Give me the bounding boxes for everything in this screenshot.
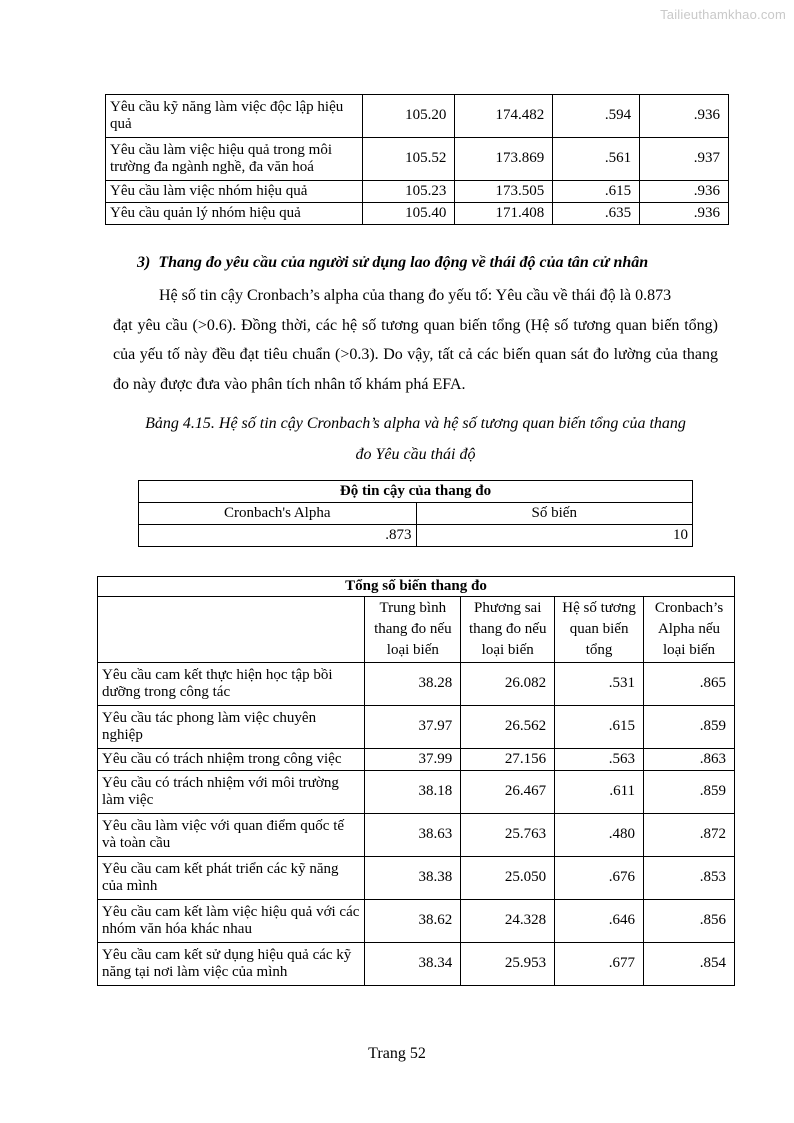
item-total-corr-cell: .561: [553, 138, 640, 181]
table-row: [106, 203, 729, 225]
scale-mean-cell: 105.52: [363, 138, 455, 181]
table-title-row: [98, 577, 735, 597]
column-header: Phương sai thang đo nếu loại biến: [461, 597, 555, 663]
alpha-if-deleted-cell: .872: [644, 814, 735, 857]
scale-variance-cell: 25.050: [461, 857, 555, 900]
caption-line-1: Bảng 4.15. Hệ số tin cậy Cronbach’s alpha và hệ số tương quan biến tổng của thang: [145, 415, 686, 432]
alpha-if-deleted-cell: .854: [644, 943, 735, 986]
alpha-if-deleted-cell: .863: [644, 749, 735, 771]
alpha-if-deleted-cell: .937: [640, 138, 729, 181]
column-header: Trung bình thang đo nếu loại biến: [365, 597, 461, 663]
row-label: Yêu cầu làm việc nhóm hiệu quả: [106, 181, 363, 203]
table-row: [139, 525, 693, 547]
row-label: Yêu cầu kỹ năng làm việc độc lập hiệu quả: [106, 95, 363, 138]
reliability-title: Độ tin cậy của thang đo: [139, 481, 693, 503]
item-total-corr-cell: .594: [553, 95, 640, 138]
scale-mean-cell: 38.62: [365, 900, 461, 943]
row-label: Yêu cầu có trách nhiệm với môi trường làm việc: [98, 771, 365, 814]
scale-variance-cell: 171.408: [455, 203, 553, 225]
page-number: Trang 52: [368, 1045, 426, 1062]
reliability-table: [138, 480, 693, 547]
table-row: [98, 749, 735, 771]
top-continuation-table: [105, 94, 729, 225]
alpha-if-deleted-cell: .853: [644, 857, 735, 900]
section-number: 3): [137, 254, 151, 271]
row-label: Yêu cầu cam kết làm việc hiệu quả với các nhóm văn hóa khác nhau: [98, 900, 365, 943]
alpha-if-deleted-cell: .936: [640, 181, 729, 203]
item-table-title: Tổng số biến thang đo: [98, 577, 735, 597]
scale-mean-cell: 38.38: [365, 857, 461, 900]
scale-mean-cell: 105.23: [363, 181, 455, 203]
table-row: [106, 138, 729, 181]
alpha-if-deleted-cell: .859: [644, 771, 735, 814]
scale-mean-cell: 38.18: [365, 771, 461, 814]
scale-variance-cell: 26.467: [461, 771, 555, 814]
item-count-value: 10: [416, 525, 692, 547]
cronbach-alpha-header: Cronbach's Alpha: [139, 503, 417, 525]
row-label: Yêu cầu tác phong làm việc chuyên nghiệp: [98, 706, 365, 749]
scale-variance-cell: 25.953: [461, 943, 555, 986]
body-paragraph: [113, 281, 718, 399]
scale-variance-cell: 174.482: [455, 95, 553, 138]
table-row: [106, 95, 729, 138]
scale-variance-cell: 24.328: [461, 900, 555, 943]
item-count-header: Số biến: [416, 503, 692, 525]
item-total-corr-cell: .676: [555, 857, 644, 900]
scale-mean-cell: 105.20: [363, 95, 455, 138]
scale-mean-cell: 37.99: [365, 749, 461, 771]
scale-variance-cell: 26.082: [461, 663, 555, 706]
caption-line-2: đo Yêu cầu thái độ: [355, 446, 476, 463]
column-header: Cronbach’s Alpha nếu loại biến: [644, 597, 735, 663]
scale-variance-cell: 27.156: [461, 749, 555, 771]
table-caption: [113, 408, 718, 470]
row-label: Yêu cầu cam kết thực hiện học tập bồi dưỡng trong công tác: [98, 663, 365, 706]
table-row: [98, 857, 735, 900]
table-row: [98, 900, 735, 943]
section-heading: [137, 254, 648, 272]
table-row: [98, 771, 735, 814]
row-label: Yêu cầu cam kết phát triển các kỹ năng của mình: [98, 857, 365, 900]
scale-mean-cell: 37.97: [365, 706, 461, 749]
empty-header-cell: [98, 597, 365, 663]
item-total-corr-cell: .635: [553, 203, 640, 225]
scale-variance-cell: 173.869: [455, 138, 553, 181]
scale-variance-cell: 26.562: [461, 706, 555, 749]
table-row: [98, 943, 735, 986]
table-header-row: [98, 597, 735, 663]
scale-variance-cell: 25.763: [461, 814, 555, 857]
paragraph-rest: đạt yêu cầu (>0.6). Đồng thời, các hệ số tương quan biến tổng (Hệ số tương quan biến tổng) của yếu tố này đều đạt tiêu chuẩn (>0.3). Do vậy, tất cả các biến quan sát đo lường của thang đo này được đưa vào phân tích nhân tố khám phá EFA.: [113, 316, 718, 393]
alpha-if-deleted-cell: .856: [644, 900, 735, 943]
section-heading-text: Thang đo yêu cầu của người sử dụng lao động về thái độ của tân cử nhân: [158, 254, 649, 271]
scale-mean-cell: 38.28: [365, 663, 461, 706]
row-label: Yêu cầu có trách nhiệm trong công việc: [98, 749, 365, 771]
row-label: Yêu cầu làm việc hiệu quả trong môi trường đa ngành nghề, đa văn hoá: [106, 138, 363, 181]
paragraph-first-line: Hệ số tin cậy Cronbach’s alpha của thang đo yếu tố: Yêu cầu về thái độ là 0.873: [159, 287, 672, 304]
item-total-corr-cell: .531: [555, 663, 644, 706]
row-label: Yêu cầu cam kết sử dụng hiệu quả các kỹ năng tại nơi làm việc của mình: [98, 943, 365, 986]
column-header: Hệ số tương quan biến tổng: [555, 597, 644, 663]
item-total-statistics-table: [97, 576, 735, 986]
table-row: [98, 706, 735, 749]
item-total-corr-cell: .677: [555, 943, 644, 986]
table-row: [106, 181, 729, 203]
item-total-corr-cell: .563: [555, 749, 644, 771]
row-label: Yêu cầu quản lý nhóm hiệu quả: [106, 203, 363, 225]
table-header-row: [139, 503, 693, 525]
item-total-corr-cell: .646: [555, 900, 644, 943]
alpha-if-deleted-cell: .936: [640, 203, 729, 225]
alpha-if-deleted-cell: .865: [644, 663, 735, 706]
alpha-if-deleted-cell: .859: [644, 706, 735, 749]
scale-mean-cell: 105.40: [363, 203, 455, 225]
cronbach-alpha-value: .873: [139, 525, 417, 547]
item-total-corr-cell: .480: [555, 814, 644, 857]
row-label: Yêu cầu làm việc với quan điểm quốc tế và toàn cầu: [98, 814, 365, 857]
alpha-if-deleted-cell: .936: [640, 95, 729, 138]
scale-mean-cell: 38.63: [365, 814, 461, 857]
item-total-corr-cell: .615: [553, 181, 640, 203]
table-row: [98, 663, 735, 706]
watermark: Tailieuthamkhao.com: [660, 7, 786, 22]
table-row: [98, 814, 735, 857]
table-title-row: [139, 481, 693, 503]
scale-mean-cell: 38.34: [365, 943, 461, 986]
scale-variance-cell: 173.505: [455, 181, 553, 203]
item-total-corr-cell: .615: [555, 706, 644, 749]
item-total-corr-cell: .611: [555, 771, 644, 814]
